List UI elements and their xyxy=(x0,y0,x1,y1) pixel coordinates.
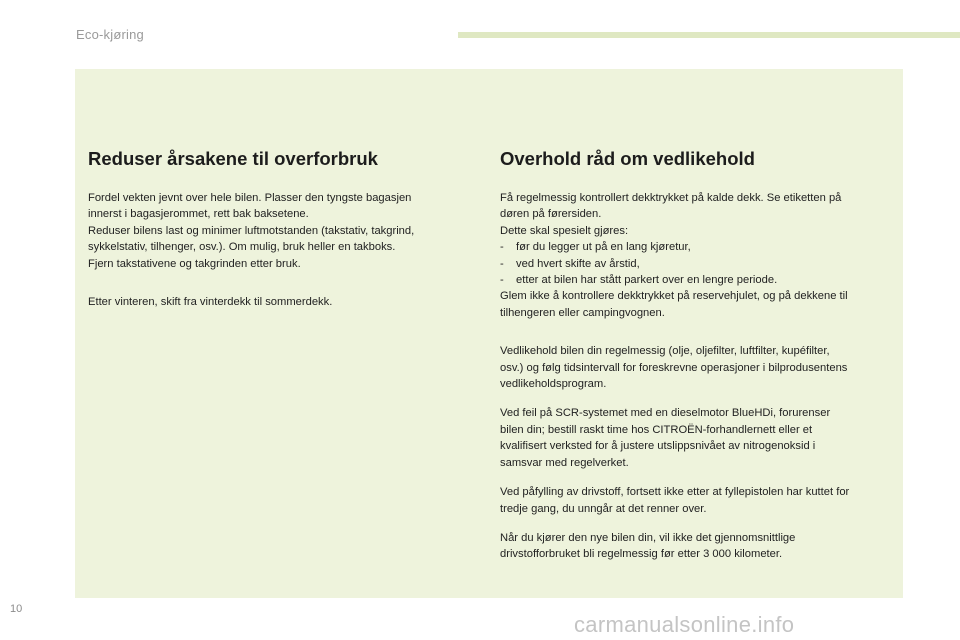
text-line: samsvar med regelverket. xyxy=(500,456,629,469)
left-column xyxy=(88,148,468,328)
right-heading: Overhold råd om vedlikehold xyxy=(500,148,755,169)
text-line: innerst i bagasjerommet, rett bak baksetene. xyxy=(88,208,309,221)
text-line: Vedlikehold bilen din regelmessig (olje, oljefilter, luftfilter, kupéfilter, xyxy=(500,345,830,358)
list-item-text: etter at bilen har stått parkert over en lengre periode. xyxy=(516,274,778,287)
text-line: drivstofforbruket bli regelmessig før etter 3 000 kilometer. xyxy=(500,548,783,561)
text-line: Dette skal spesielt gjøres: xyxy=(500,224,629,237)
text-line: Reduser bilens last og minimer luftmotstanden (takstativ, takgrind, xyxy=(88,224,415,237)
tyre-season-paragraph xyxy=(88,294,468,310)
bullet-dash: - xyxy=(500,274,504,287)
list-item xyxy=(500,239,895,255)
tyre-pressure-paragraph xyxy=(500,190,895,321)
text-line: Fordel vekten jevnt over hele bilen. Plasser den tyngste bagasjen xyxy=(88,192,412,204)
text-line: tilhengeren eller campingvognen. xyxy=(500,306,665,319)
text-line: Fjern takstativene og takgrinden etter bruk. xyxy=(88,257,301,270)
running-in-paragraph xyxy=(500,530,895,563)
list-item xyxy=(500,272,895,288)
list-item-text: før du legger ut på en lang kjøretur, xyxy=(516,241,691,254)
refuelling-paragraph xyxy=(500,484,895,517)
maintenance-paragraph xyxy=(500,343,895,392)
list-item-text: ved hvert skifte av årstid, xyxy=(516,257,640,270)
weight-paragraph xyxy=(88,190,468,272)
text-line: tredje gang, du unngår at det renner over. xyxy=(500,502,707,515)
header-accent-bar xyxy=(458,32,960,38)
scr-system-paragraph xyxy=(500,405,895,471)
section-title: Eco-kjøring xyxy=(76,27,144,42)
text-line: Etter vinteren, skift fra vinterdekk til sommerdekk. xyxy=(88,296,333,309)
content-panel xyxy=(75,69,903,598)
watermark: carmanualsonline.info xyxy=(574,612,795,637)
text-line: Få regelmessig kontrollert dekktrykket på kalde dekk. Se etiketten på xyxy=(500,192,842,204)
bullet-dash: - xyxy=(500,257,504,270)
text-line: kvalifisert verksted for å justere utslippsnivået av nitrogenoksid i xyxy=(500,440,816,453)
text-line: osv.) og følg tidsintervall for foreskrevne operasjoner i bilprodusentens xyxy=(500,361,848,374)
list-item xyxy=(500,256,895,272)
text-line: Ved feil på SCR-systemet med en dieselmotor BlueHDi, forurenser xyxy=(500,407,831,420)
text-line: vedlikeholdsprogram. xyxy=(500,378,607,391)
page-number: 10 xyxy=(10,603,23,615)
text-line: bilen din; bestill raskt time hos CITROËN-forhandlernett eller et xyxy=(500,423,813,436)
text-line: Glem ikke å kontrollere dekktrykket på reservehjulet, og på dekkene til xyxy=(500,290,848,303)
text-line: døren på førersiden. xyxy=(500,208,602,221)
bullet-dash: - xyxy=(500,241,504,254)
text-line: Når du kjører den nye bilen din, vil ikke det gjennomsnittlige xyxy=(500,531,796,544)
right-column xyxy=(500,148,895,581)
text-line: Ved påfylling av drivstoff, fortsett ikke etter at fyllepistolen har kuttet for xyxy=(500,486,850,499)
left-heading: Reduser årsakene til overforbruk xyxy=(88,148,378,169)
text-line: sykkelstativ, tilhenger, osv.). Om mulig, bruk heller en takboks. xyxy=(88,241,396,254)
